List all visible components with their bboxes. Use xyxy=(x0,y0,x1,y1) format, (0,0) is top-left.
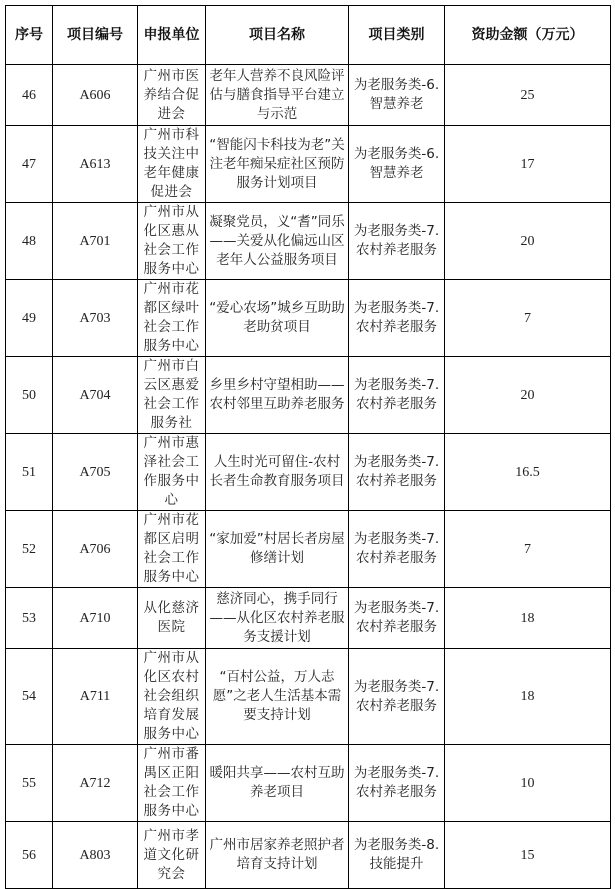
cell-code: A706 xyxy=(53,511,138,588)
cell-type: 为老服务类-6.智慧养老 xyxy=(349,126,445,203)
cell-name: 人生时光可留住-农村长者生命教育服务项目 xyxy=(206,434,349,511)
cell-name: “百村公益，万人志愿”之老人生活基本需要支持计划 xyxy=(206,649,349,745)
header-type: 项目类别 xyxy=(349,6,445,65)
cell-amount: 20 xyxy=(445,357,611,434)
cell-type: 为老服务类-6.智慧养老 xyxy=(349,65,445,126)
cell-unit: 广州市医养结合促进会 xyxy=(138,65,206,126)
cell-name: “爱心农场”城乡互助助老助贫项目 xyxy=(206,280,349,357)
cell-code: A803 xyxy=(53,822,138,889)
cell-type: 为老服务类-7.农村养老服务 xyxy=(349,203,445,280)
table-header-row xyxy=(6,6,611,65)
cell-seq: 53 xyxy=(6,588,53,649)
cell-seq: 48 xyxy=(6,203,53,280)
cell-unit: 广州市科技关注中老年健康促进会 xyxy=(138,126,206,203)
cell-code: A705 xyxy=(53,434,138,511)
cell-name: 暖阳共享——农村互助养老项目 xyxy=(206,745,349,822)
cell-amount: 17 xyxy=(445,126,611,203)
cell-unit: 广州市花都区绿叶社会工作服务中心 xyxy=(138,280,206,357)
cell-seq: 52 xyxy=(6,511,53,588)
table-row xyxy=(6,588,611,649)
cell-amount: 18 xyxy=(445,588,611,649)
cell-unit: 广州市惠泽社会工作服务中心 xyxy=(138,434,206,511)
cell-amount: 7 xyxy=(445,280,611,357)
header-amount: 资助金额（万元） xyxy=(445,6,611,65)
table-row xyxy=(6,822,611,889)
cell-type: 为老服务类-8.技能提升 xyxy=(349,822,445,889)
cell-amount: 15 xyxy=(445,822,611,889)
cell-unit: 广州市花都区启明社会工作服务中心 xyxy=(138,511,206,588)
cell-name: 广州市居家养老照护者培育支持计划 xyxy=(206,822,349,889)
cell-unit: 从化慈济医院 xyxy=(138,588,206,649)
cell-seq: 55 xyxy=(6,745,53,822)
header-seq: 序号 xyxy=(6,6,53,65)
cell-code: A712 xyxy=(53,745,138,822)
cell-code: A701 xyxy=(53,203,138,280)
table-row xyxy=(6,649,611,745)
cell-type: 为老服务类-7.农村养老服务 xyxy=(349,511,445,588)
cell-name: 慈济同心，携手同行——从化区农村养老服务支援计划 xyxy=(206,588,349,649)
cell-unit: 广州市从化区惠从社会工作服务中心 xyxy=(138,203,206,280)
header-name: 项目名称 xyxy=(206,6,349,65)
cell-seq: 50 xyxy=(6,357,53,434)
table-row xyxy=(6,203,611,280)
cell-type: 为老服务类-7.农村养老服务 xyxy=(349,588,445,649)
cell-amount: 18 xyxy=(445,649,611,745)
cell-seq: 54 xyxy=(6,649,53,745)
cell-unit: 广州市番禺区正阳社会工作服务中心 xyxy=(138,745,206,822)
cell-code: A606 xyxy=(53,65,138,126)
cell-amount: 10 xyxy=(445,745,611,822)
cell-seq: 47 xyxy=(6,126,53,203)
table-row xyxy=(6,511,611,588)
cell-unit: 广州市孝道文化研究会 xyxy=(138,822,206,889)
cell-code: A613 xyxy=(53,126,138,203)
cell-type: 为老服务类-7.农村养老服务 xyxy=(349,280,445,357)
cell-code: A710 xyxy=(53,588,138,649)
grant-project-table xyxy=(5,5,611,889)
table-row xyxy=(6,280,611,357)
table-row xyxy=(6,357,611,434)
cell-type: 为老服务类-7.农村养老服务 xyxy=(349,357,445,434)
cell-amount: 16.5 xyxy=(445,434,611,511)
table-row xyxy=(6,65,611,126)
cell-name: 乡里乡村守望相助——农村邻里互助养老服务 xyxy=(206,357,349,434)
header-unit: 申报单位 xyxy=(138,6,206,65)
cell-seq: 49 xyxy=(6,280,53,357)
cell-seq: 51 xyxy=(6,434,53,511)
cell-amount: 25 xyxy=(445,65,611,126)
cell-code: A703 xyxy=(53,280,138,357)
table-body xyxy=(6,65,611,889)
cell-code: A711 xyxy=(53,649,138,745)
cell-code: A704 xyxy=(53,357,138,434)
table-row xyxy=(6,745,611,822)
cell-name: “家加爱”村居长者房屋修缮计划 xyxy=(206,511,349,588)
cell-seq: 56 xyxy=(6,822,53,889)
table-row xyxy=(6,434,611,511)
cell-unit: 广州市从化区农村社会组织培育发展服务中心 xyxy=(138,649,206,745)
cell-amount: 7 xyxy=(445,511,611,588)
cell-type: 为老服务类-7.农村养老服务 xyxy=(349,745,445,822)
header-code: 项目编号 xyxy=(53,6,138,65)
cell-name: 老年人营养不良风险评估与膳食指导平台建立与示范 xyxy=(206,65,349,126)
cell-type: 为老服务类-7.农村养老服务 xyxy=(349,649,445,745)
cell-type: 为老服务类-7.农村养老服务 xyxy=(349,434,445,511)
cell-name: 凝聚党员，义“耆”同乐——关爱从化偏远山区老年人公益服务项目 xyxy=(206,203,349,280)
cell-name: “智能闪卡科技为老”关注老年痴呆症社区预防服务计划项目 xyxy=(206,126,349,203)
table-row xyxy=(6,126,611,203)
cell-seq: 46 xyxy=(6,65,53,126)
cell-amount: 20 xyxy=(445,203,611,280)
cell-unit: 广州市白云区惠爱社会工作服务社 xyxy=(138,357,206,434)
